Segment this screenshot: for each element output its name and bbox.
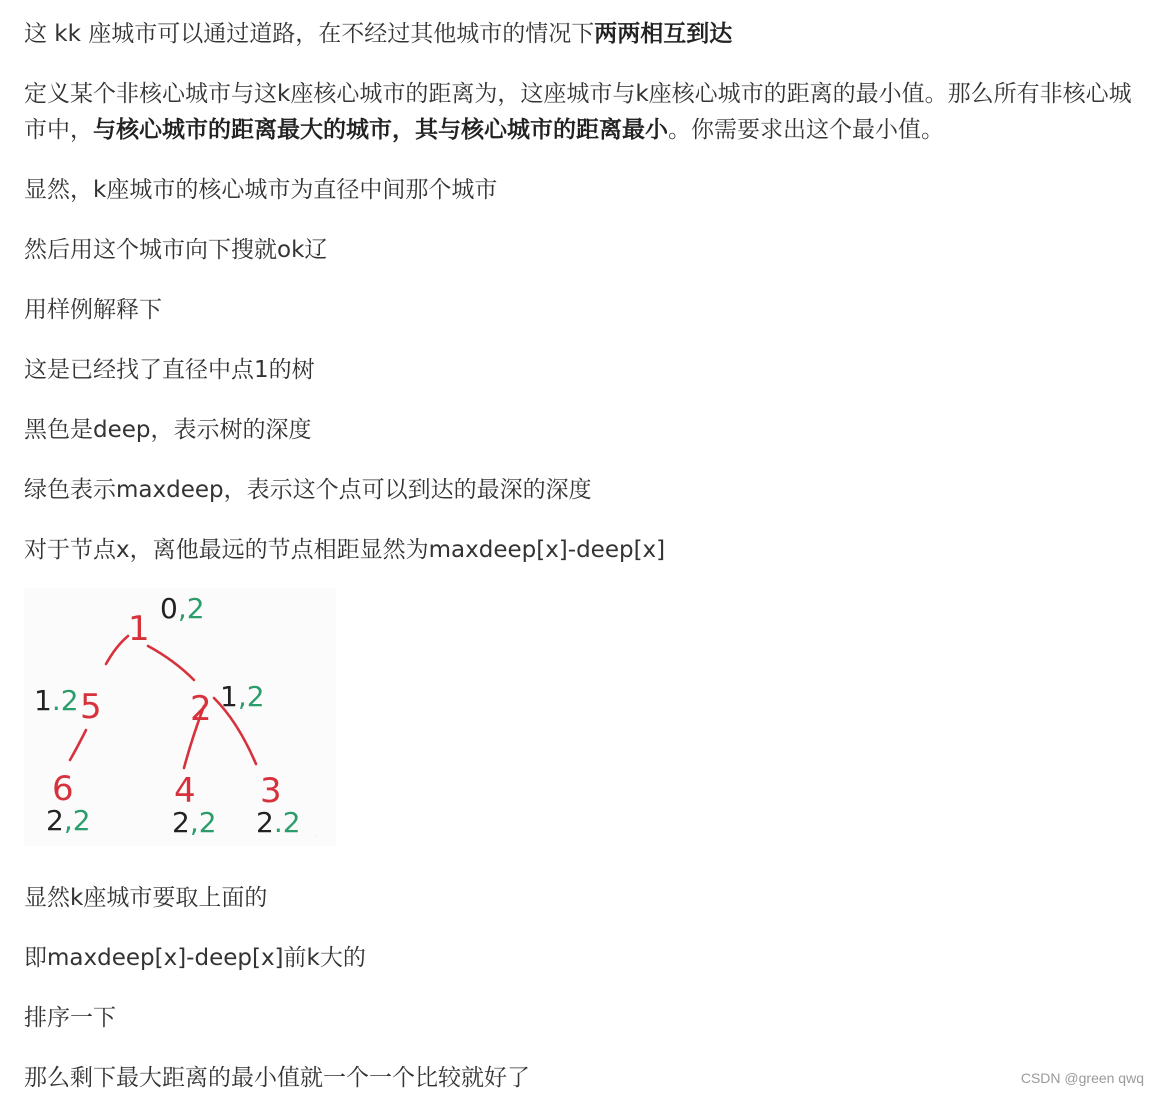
annotation-separator: ,	[237, 680, 247, 713]
maxdeep-value-5: 2	[60, 684, 79, 717]
tree-node-1: 1	[128, 609, 150, 649]
paragraph-2-bold: 与核心城市的距离最大的城市，其与核心城市的距离最小	[93, 117, 668, 143]
maxdeep-value-1: 2	[186, 592, 205, 625]
maxdeep-value-2: 2	[246, 680, 265, 713]
tree-node-3: 3	[260, 771, 282, 811]
tree-annotation-3	[256, 806, 301, 839]
paragraph-2-text: 定义某个非核心城市与这k座核心城市的距离为，这座城市与k座核心城市的距离的最小值。那么所有非核心城市中，	[24, 81, 1132, 143]
annotation-separator: .	[273, 806, 283, 839]
deep-value-6: 2	[46, 804, 64, 837]
tree-node-4: 4	[174, 771, 196, 811]
csdn-watermark: CSDN @green qwq	[1020, 1070, 1144, 1086]
tree-annotation-6	[46, 804, 91, 837]
paragraph-2	[24, 76, 1134, 148]
deep-value-3: 2	[256, 806, 274, 839]
deep-value-4: 2	[172, 806, 190, 839]
paragraph-1-bold: 两两相互到达	[594, 21, 733, 47]
tree-node-6: 6	[52, 769, 74, 809]
annotation-separator: ,	[63, 804, 73, 837]
paragraph-10: 显然k座城市要取上面的	[24, 885, 268, 911]
maxdeep-value-4: 2	[198, 806, 217, 839]
tree-annotation-2	[220, 680, 265, 713]
tree-edge-5-6	[70, 730, 86, 760]
deep-value-2: 1	[220, 680, 238, 713]
annotation-separator: .	[51, 684, 61, 717]
tree-sketch-svg	[24, 588, 336, 846]
tree-annotation-4	[172, 806, 217, 839]
paragraph-11: 即maxdeep[x]-deep[x]前k大的	[24, 945, 366, 971]
paragraph-2-tail: 。你需要求出这个最小值。	[668, 117, 944, 143]
paragraph-9: 对于节点x，离他最远的节点相距显然为maxdeep[x]-deep[x]	[24, 537, 666, 563]
tree-annotation-5	[34, 684, 79, 717]
image-tiny-mark: ·	[316, 833, 318, 840]
paragraph-6: 这是已经找了直径中点1的树	[24, 357, 315, 383]
paragraph-13: 那么剩下最大距离的最小值就一个一个比较就好了	[24, 1065, 530, 1091]
paragraph-1	[24, 16, 732, 52]
paragraph-5: 用样例解释下	[24, 297, 162, 323]
paragraph-4: 然后用这个城市向下搜就ok辽	[24, 237, 328, 263]
paragraph-12: 排序一下	[24, 1005, 116, 1031]
tree-node-5: 5	[80, 687, 102, 727]
tree-annotation-1	[160, 592, 205, 625]
paragraph-8: 绿色表示maxdeep，表示这个点可以到达的最深的深度	[24, 477, 592, 503]
tree-sketch-image	[24, 588, 336, 846]
annotation-separator: ,	[189, 806, 199, 839]
tree-node-2: 2	[190, 689, 212, 729]
maxdeep-value-6: 2	[72, 804, 91, 837]
tree-edge-1-5	[106, 636, 128, 664]
deep-value-5: 1	[34, 684, 52, 717]
tree-edge-1-2	[148, 646, 194, 680]
deep-value-1: 0	[160, 592, 178, 625]
paragraph-3: 显然，k座城市的核心城市为直径中间那个城市	[24, 177, 498, 203]
maxdeep-value-3: 2	[282, 806, 301, 839]
paragraph-1-text: 这 kk 座城市可以通过道路，在不经过其他城市的情况下	[24, 21, 595, 47]
paragraph-7: 黑色是deep，表示树的深度	[24, 417, 312, 443]
annotation-separator: ,	[177, 592, 187, 625]
